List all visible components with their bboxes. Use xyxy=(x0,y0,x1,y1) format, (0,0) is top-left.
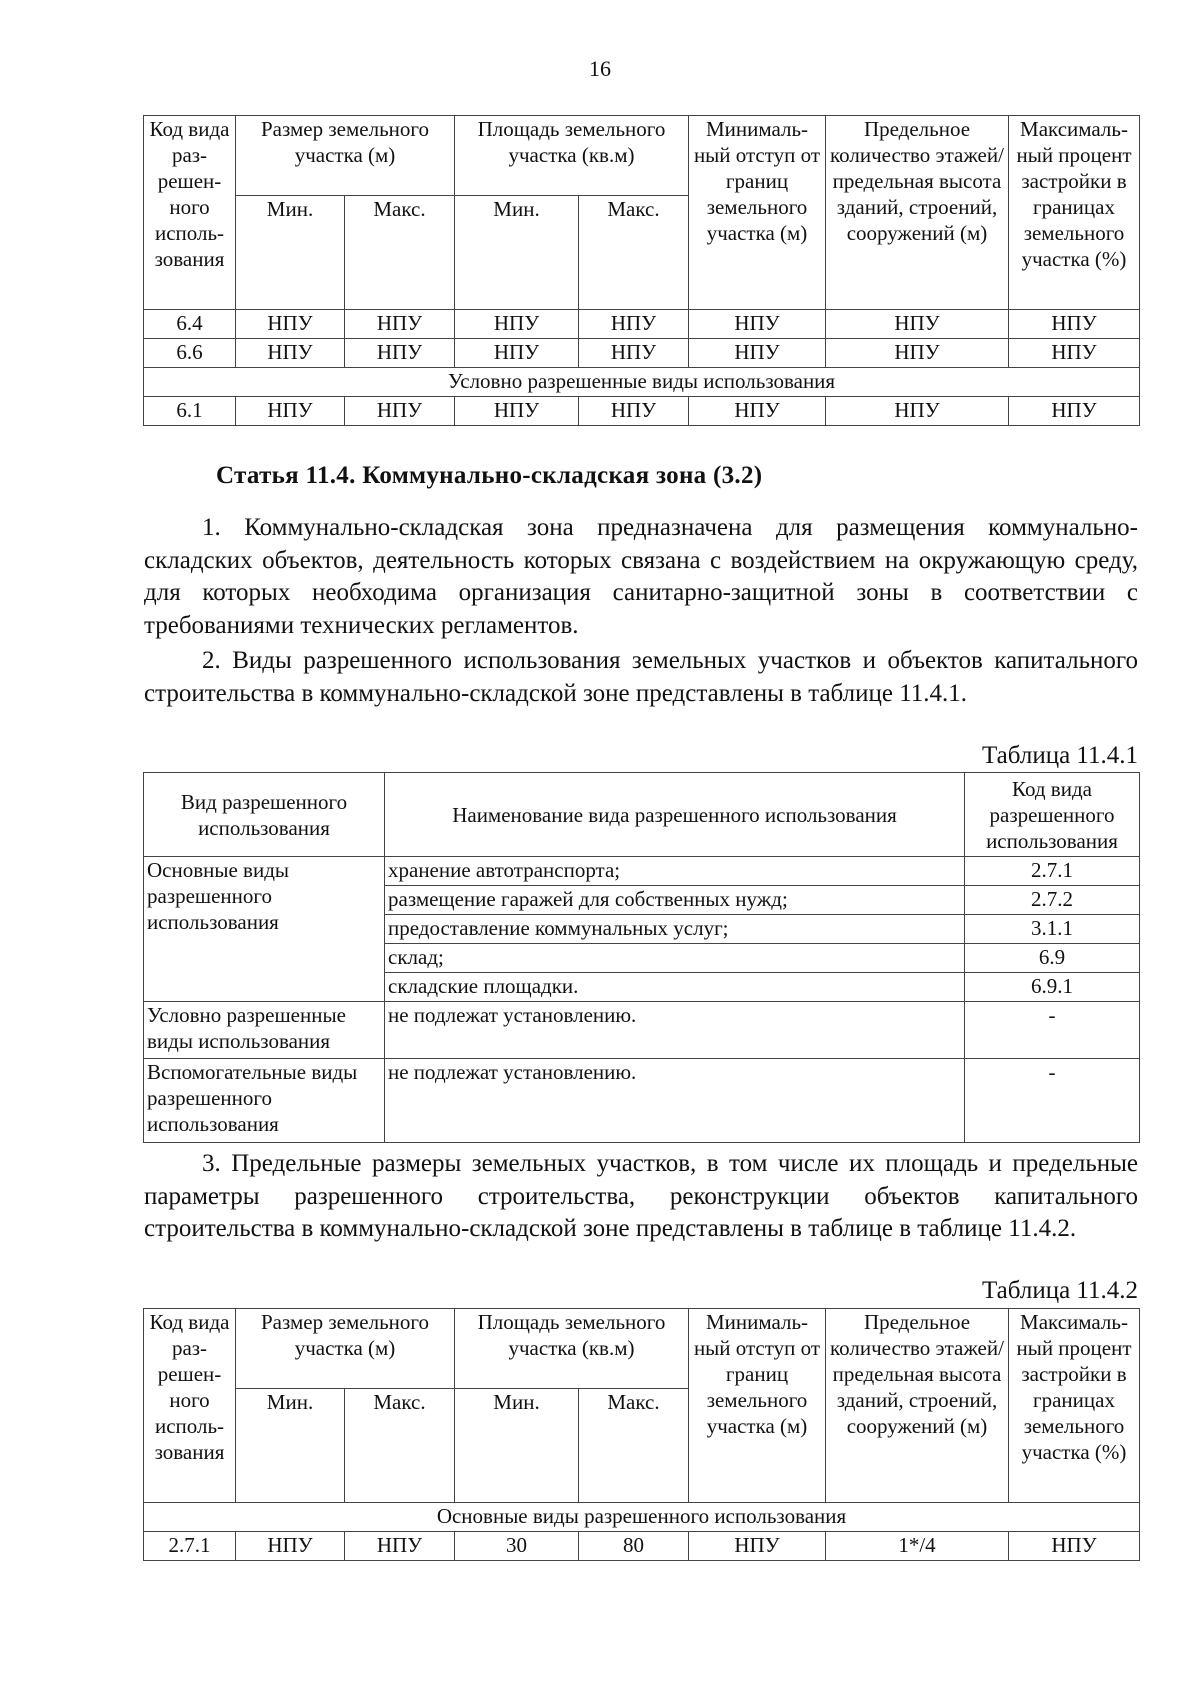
header-type: Вид разрешенного использования xyxy=(144,773,385,857)
header-plot-size: Размер земельного участка (м) xyxy=(236,1309,455,1389)
conditional-uses-code: - xyxy=(965,1002,1140,1059)
table-row xyxy=(144,339,1140,368)
header-area-min: Мин. xyxy=(455,196,579,310)
table-row xyxy=(144,1532,1140,1561)
table-row xyxy=(144,397,1140,426)
cell: НПУ xyxy=(826,310,1009,339)
use-code: 6.9 xyxy=(965,944,1140,973)
cell: НПУ xyxy=(345,339,455,368)
header-max-coverage: Максималь-ный процент застройки в границах земельного участка (%) xyxy=(1009,116,1140,310)
cell: НПУ xyxy=(1009,339,1140,368)
cell: 80 xyxy=(579,1532,689,1561)
cell: НПУ xyxy=(1009,397,1140,426)
cell: НПУ xyxy=(579,310,689,339)
page-number: 16 xyxy=(589,56,611,81)
cell: 30 xyxy=(455,1532,579,1561)
cell: НПУ xyxy=(345,1532,455,1561)
main-uses-label: Основные виды разрешенного использования xyxy=(144,857,385,1002)
header-name: Наименование вида разрешенного использования xyxy=(385,773,965,857)
cell: НПУ xyxy=(345,310,455,339)
table-row xyxy=(144,310,1140,339)
paragraph-2: 2. Виды разрешенного использования земельных участков и объектов капитального строительства в коммунально-складской зоне представлены в таблице 11.4.1. xyxy=(144,647,1138,707)
paragraph-1: 1. Коммунально-складская зона предназначена для размещения коммунально-складских объектов, деятельность которых связана с воздействием на окружающую среду, для которых необходима организация санитарно-защитной зоны в соответствии с требованиями технических регламентов. xyxy=(144,514,1138,639)
cell: НПУ xyxy=(689,339,826,368)
cell: НПУ xyxy=(236,397,345,426)
header-min-setback: Минималь-ный отступ от границ земельного участка (м) xyxy=(689,1309,826,1503)
auxiliary-uses-label: Вспомогательные виды разрешенного использования xyxy=(144,1059,385,1143)
header-plot-area: Площадь земельного участка (кв.м) xyxy=(455,1309,689,1389)
header-code: Код вида разрешенного использования xyxy=(965,773,1140,857)
params-table-bottom xyxy=(143,1308,1140,1561)
cell: 1*/4 xyxy=(826,1532,1009,1561)
header-size-max: Макс. xyxy=(345,196,455,310)
use-name: размещение гаражей для собственных нужд; xyxy=(385,886,965,915)
section-label: Основные виды разрешенного использования xyxy=(144,1503,1140,1532)
header-plot-size: Размер земельного участка (м) xyxy=(236,116,455,196)
header-size-min: Мин. xyxy=(236,196,345,310)
use-code: 3.1.1 xyxy=(965,915,1140,944)
table-caption-2: Таблица 11.4.2 xyxy=(982,1277,1138,1304)
cell: НПУ xyxy=(689,310,826,339)
cell: НПУ xyxy=(689,1532,826,1561)
use-name: хранение автотранспорта; xyxy=(385,857,965,886)
cell: НПУ xyxy=(455,310,579,339)
use-code: 6.9.1 xyxy=(965,973,1140,1002)
header-code: Код вида раз-решен-ного исполь-зования xyxy=(144,116,236,310)
use-name: складские площадки. xyxy=(385,973,965,1002)
cell: НПУ xyxy=(455,339,579,368)
cell: НПУ xyxy=(826,339,1009,368)
section-label: Условно разрешенные виды использования xyxy=(144,368,1140,397)
params-table-top xyxy=(143,115,1140,426)
header-area-max: Макс. xyxy=(579,1389,689,1503)
auxiliary-uses-name: не подлежат установлению. xyxy=(385,1059,965,1143)
header-min-setback: Минималь-ный отступ от границ земельного участка (м) xyxy=(689,116,826,310)
header-size-max: Макс. xyxy=(345,1389,455,1503)
cell-code: 6.1 xyxy=(144,397,236,426)
cell: НПУ xyxy=(455,397,579,426)
use-name: склад; xyxy=(385,944,965,973)
cell: НПУ xyxy=(236,339,345,368)
conditional-uses-label: Условно разрешенные виды использования xyxy=(144,1002,385,1059)
cell: НПУ xyxy=(1009,310,1140,339)
use-name: предоставление коммунальных услуг; xyxy=(385,915,965,944)
uses-table xyxy=(143,772,1140,1143)
paragraph-3: 3. Предельные размеры земельных участков, в том числе их площадь и предельные параметры разрешенного строительства, реконструкции объектов капитального строительства в коммунально-складской зоне представлены в таблице в таблице 11.4.2. xyxy=(144,1150,1138,1242)
header-area-max: Макс. xyxy=(579,196,689,310)
cell: НПУ xyxy=(689,397,826,426)
header-code: Код вида раз-решен-ного исполь-зования xyxy=(144,1309,236,1503)
use-code: 2.7.2 xyxy=(965,886,1140,915)
cell: НПУ xyxy=(579,397,689,426)
header-size-min: Мин. xyxy=(236,1389,345,1503)
cell-code: 6.6 xyxy=(144,339,236,368)
cell-code: 2.7.1 xyxy=(144,1532,236,1561)
header-max-floors: Предельное количество этажей/ предельная высота зданий, строений, сооружений (м) xyxy=(826,116,1009,310)
cell: НПУ xyxy=(1009,1532,1140,1561)
article-heading: Статья 11.4. Коммунально-складская зона (3.2) xyxy=(216,462,763,489)
header-area-min: Мин. xyxy=(455,1389,579,1503)
cell: НПУ xyxy=(345,397,455,426)
cell: НПУ xyxy=(236,1532,345,1561)
auxiliary-uses-code: - xyxy=(965,1059,1140,1143)
cell: НПУ xyxy=(579,339,689,368)
cell-code: 6.4 xyxy=(144,310,236,339)
table-caption-1: Таблица 11.4.1 xyxy=(982,742,1138,769)
header-max-floors: Предельное количество этажей/ предельная высота зданий, строений, сооружений (м) xyxy=(826,1309,1009,1503)
header-max-coverage: Максималь-ный процент застройки в границах земельного участка (%) xyxy=(1009,1309,1140,1503)
conditional-uses-name: не подлежат установлению. xyxy=(385,1002,965,1059)
cell: НПУ xyxy=(826,397,1009,426)
header-plot-area: Площадь земельного участка (кв.м) xyxy=(455,116,689,196)
use-code: 2.7.1 xyxy=(965,857,1140,886)
cell: НПУ xyxy=(236,310,345,339)
